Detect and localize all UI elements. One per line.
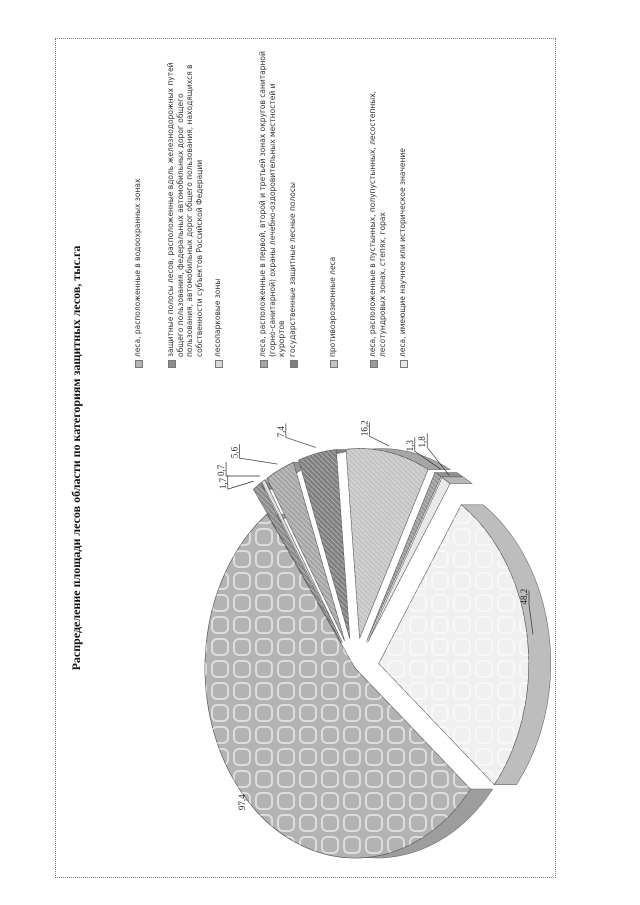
legend-item — [288, 48, 298, 368]
slice-value-label: 1,7 — [217, 477, 228, 490]
legend-item — [328, 48, 338, 368]
slice-value-label: 0,7 — [216, 464, 227, 476]
legend-item — [166, 48, 204, 368]
legend-label: леса, имеющие научное или историческое значение — [398, 148, 407, 357]
slice-leader-line — [369, 422, 389, 446]
legend-label: лесопарковые зоны — [213, 278, 222, 357]
legend-label: государственные защитные лесные полосы — [288, 182, 297, 357]
slice-leader-line — [226, 462, 260, 476]
legend-swatch — [290, 360, 298, 368]
legend-label: защитные полосы лесов, расположенные вдоль железнодорожных путей общего пользования, федеральных автомобильных дорог общего пользования, автомобильных дорог общего пользования, находящихся в собственности субъектов Российской Федерации — [166, 62, 204, 357]
legend-item — [213, 48, 223, 368]
legend-item — [398, 48, 408, 368]
chart-title: Распределение площади лесов области по категориям защитных лесов, тыс.га — [69, 245, 83, 671]
slice-value-label: 16,2 — [359, 420, 370, 437]
legend-label: противоэрозионные леса — [328, 256, 337, 357]
legend-label: леса, расположенные в пустынных, полупустынных, лесостепных, лесотундровых зонах, степях, горах — [368, 90, 387, 357]
slice-value-label: 97,4 — [237, 794, 248, 811]
legend-label: леса, расположенные в водоохранных зонах — [133, 178, 142, 357]
legend-swatch — [215, 360, 223, 368]
legend-swatch — [135, 360, 143, 368]
legend-swatch — [330, 360, 338, 368]
slice-leader-line — [286, 423, 316, 447]
legend-item — [368, 48, 387, 368]
slice-value-label: 48,2 — [519, 588, 530, 605]
slice-leader-line — [228, 475, 254, 489]
slice-leader-line — [239, 444, 277, 464]
slice-value-label: 7,4 — [275, 426, 286, 438]
legend-item — [258, 48, 287, 368]
legend-label: леса, расположенные в первой, второй и третьей зонах округов санитарной (горно-санитарной) охраны лечебно-оздоровительных местностей и курортов — [258, 51, 286, 357]
legend-swatch — [400, 360, 408, 368]
slice-value-label: 5,6 — [229, 446, 240, 459]
slice-value-label: 1,3 — [404, 440, 415, 452]
legend-swatch — [370, 360, 378, 368]
slice-value-label: 1,8 — [417, 436, 428, 448]
pie-chart — [55, 38, 556, 878]
rotated-chart-area — [55, 38, 556, 878]
legend-item — [133, 48, 143, 368]
legend-swatch — [168, 360, 176, 368]
legend-swatch — [260, 360, 268, 368]
